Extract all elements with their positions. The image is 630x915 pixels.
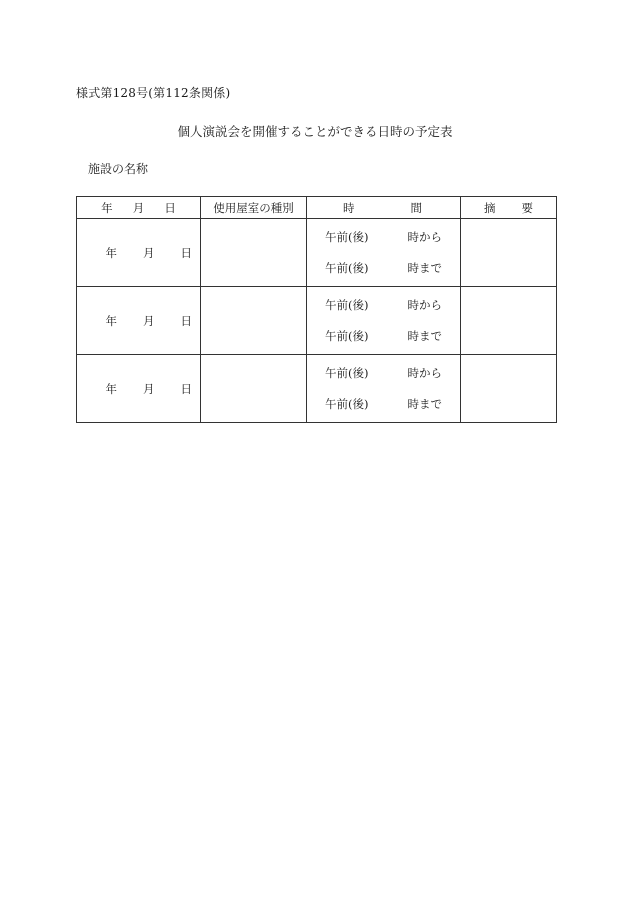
table-row (77, 287, 557, 355)
time-to-line (307, 321, 460, 352)
ampm-label: 午前(後) (325, 260, 369, 275)
facility-name-label: 施設の名称 (88, 162, 149, 176)
month-label: 月 (143, 313, 155, 328)
time-from-line (307, 222, 460, 253)
room-type-cell[interactable] (201, 355, 307, 423)
time-from-suffix: 時から (407, 365, 442, 380)
time-to-suffix: 時まで (407, 260, 442, 275)
remarks-cell[interactable] (461, 355, 557, 423)
room-type-cell[interactable] (201, 287, 307, 355)
ampm-label: 午前(後) (325, 396, 369, 411)
date-cell[interactable] (77, 355, 201, 423)
year-label: 年 (105, 245, 117, 260)
table-row (77, 355, 557, 423)
header-month: 月 (132, 200, 145, 215)
month-label: 月 (143, 381, 155, 396)
ampm-label: 午前(後) (325, 297, 369, 312)
time-from-line (307, 290, 460, 321)
header-time (307, 197, 461, 219)
header-time-char-1: 時 (343, 200, 355, 215)
room-type-cell[interactable] (201, 219, 307, 287)
form-number: 様式第128号(第112条関係) (76, 86, 231, 100)
year-label: 年 (105, 381, 117, 396)
ampm-label: 午前(後) (325, 365, 369, 380)
schedule-table (76, 196, 557, 423)
time-from-suffix: 時から (407, 297, 442, 312)
table-row (77, 219, 557, 287)
date-cell[interactable] (77, 287, 201, 355)
header-room-type: 使用屋室の種別 (201, 197, 307, 219)
time-to-line (307, 253, 460, 284)
time-from-suffix: 時から (407, 229, 442, 244)
time-cell[interactable] (307, 355, 461, 423)
header-remarks-char-1: 摘 (484, 200, 496, 215)
time-cell[interactable] (307, 219, 461, 287)
document-title: 個人演説会を開催することができる日時の予定表 (177, 124, 453, 139)
day-label: 日 (180, 313, 192, 328)
date-cell[interactable] (77, 219, 201, 287)
header-date (77, 197, 201, 219)
time-from-line (307, 358, 460, 389)
header-year: 年 (101, 200, 113, 215)
time-to-suffix: 時まで (407, 328, 442, 343)
time-to-suffix: 時まで (407, 396, 442, 411)
day-label: 日 (180, 245, 192, 260)
table-header-row (77, 197, 557, 219)
ampm-label: 午前(後) (325, 328, 369, 343)
time-to-line (307, 389, 460, 420)
remarks-cell[interactable] (461, 219, 557, 287)
remarks-cell[interactable] (461, 287, 557, 355)
header-remarks (461, 197, 557, 219)
time-cell[interactable] (307, 287, 461, 355)
header-remarks-char-2: 要 (521, 200, 533, 215)
header-time-char-2: 間 (410, 200, 422, 215)
month-label: 月 (143, 245, 155, 260)
header-day: 日 (164, 200, 176, 215)
day-label: 日 (180, 381, 192, 396)
year-label: 年 (105, 313, 117, 328)
ampm-label: 午前(後) (325, 229, 369, 244)
